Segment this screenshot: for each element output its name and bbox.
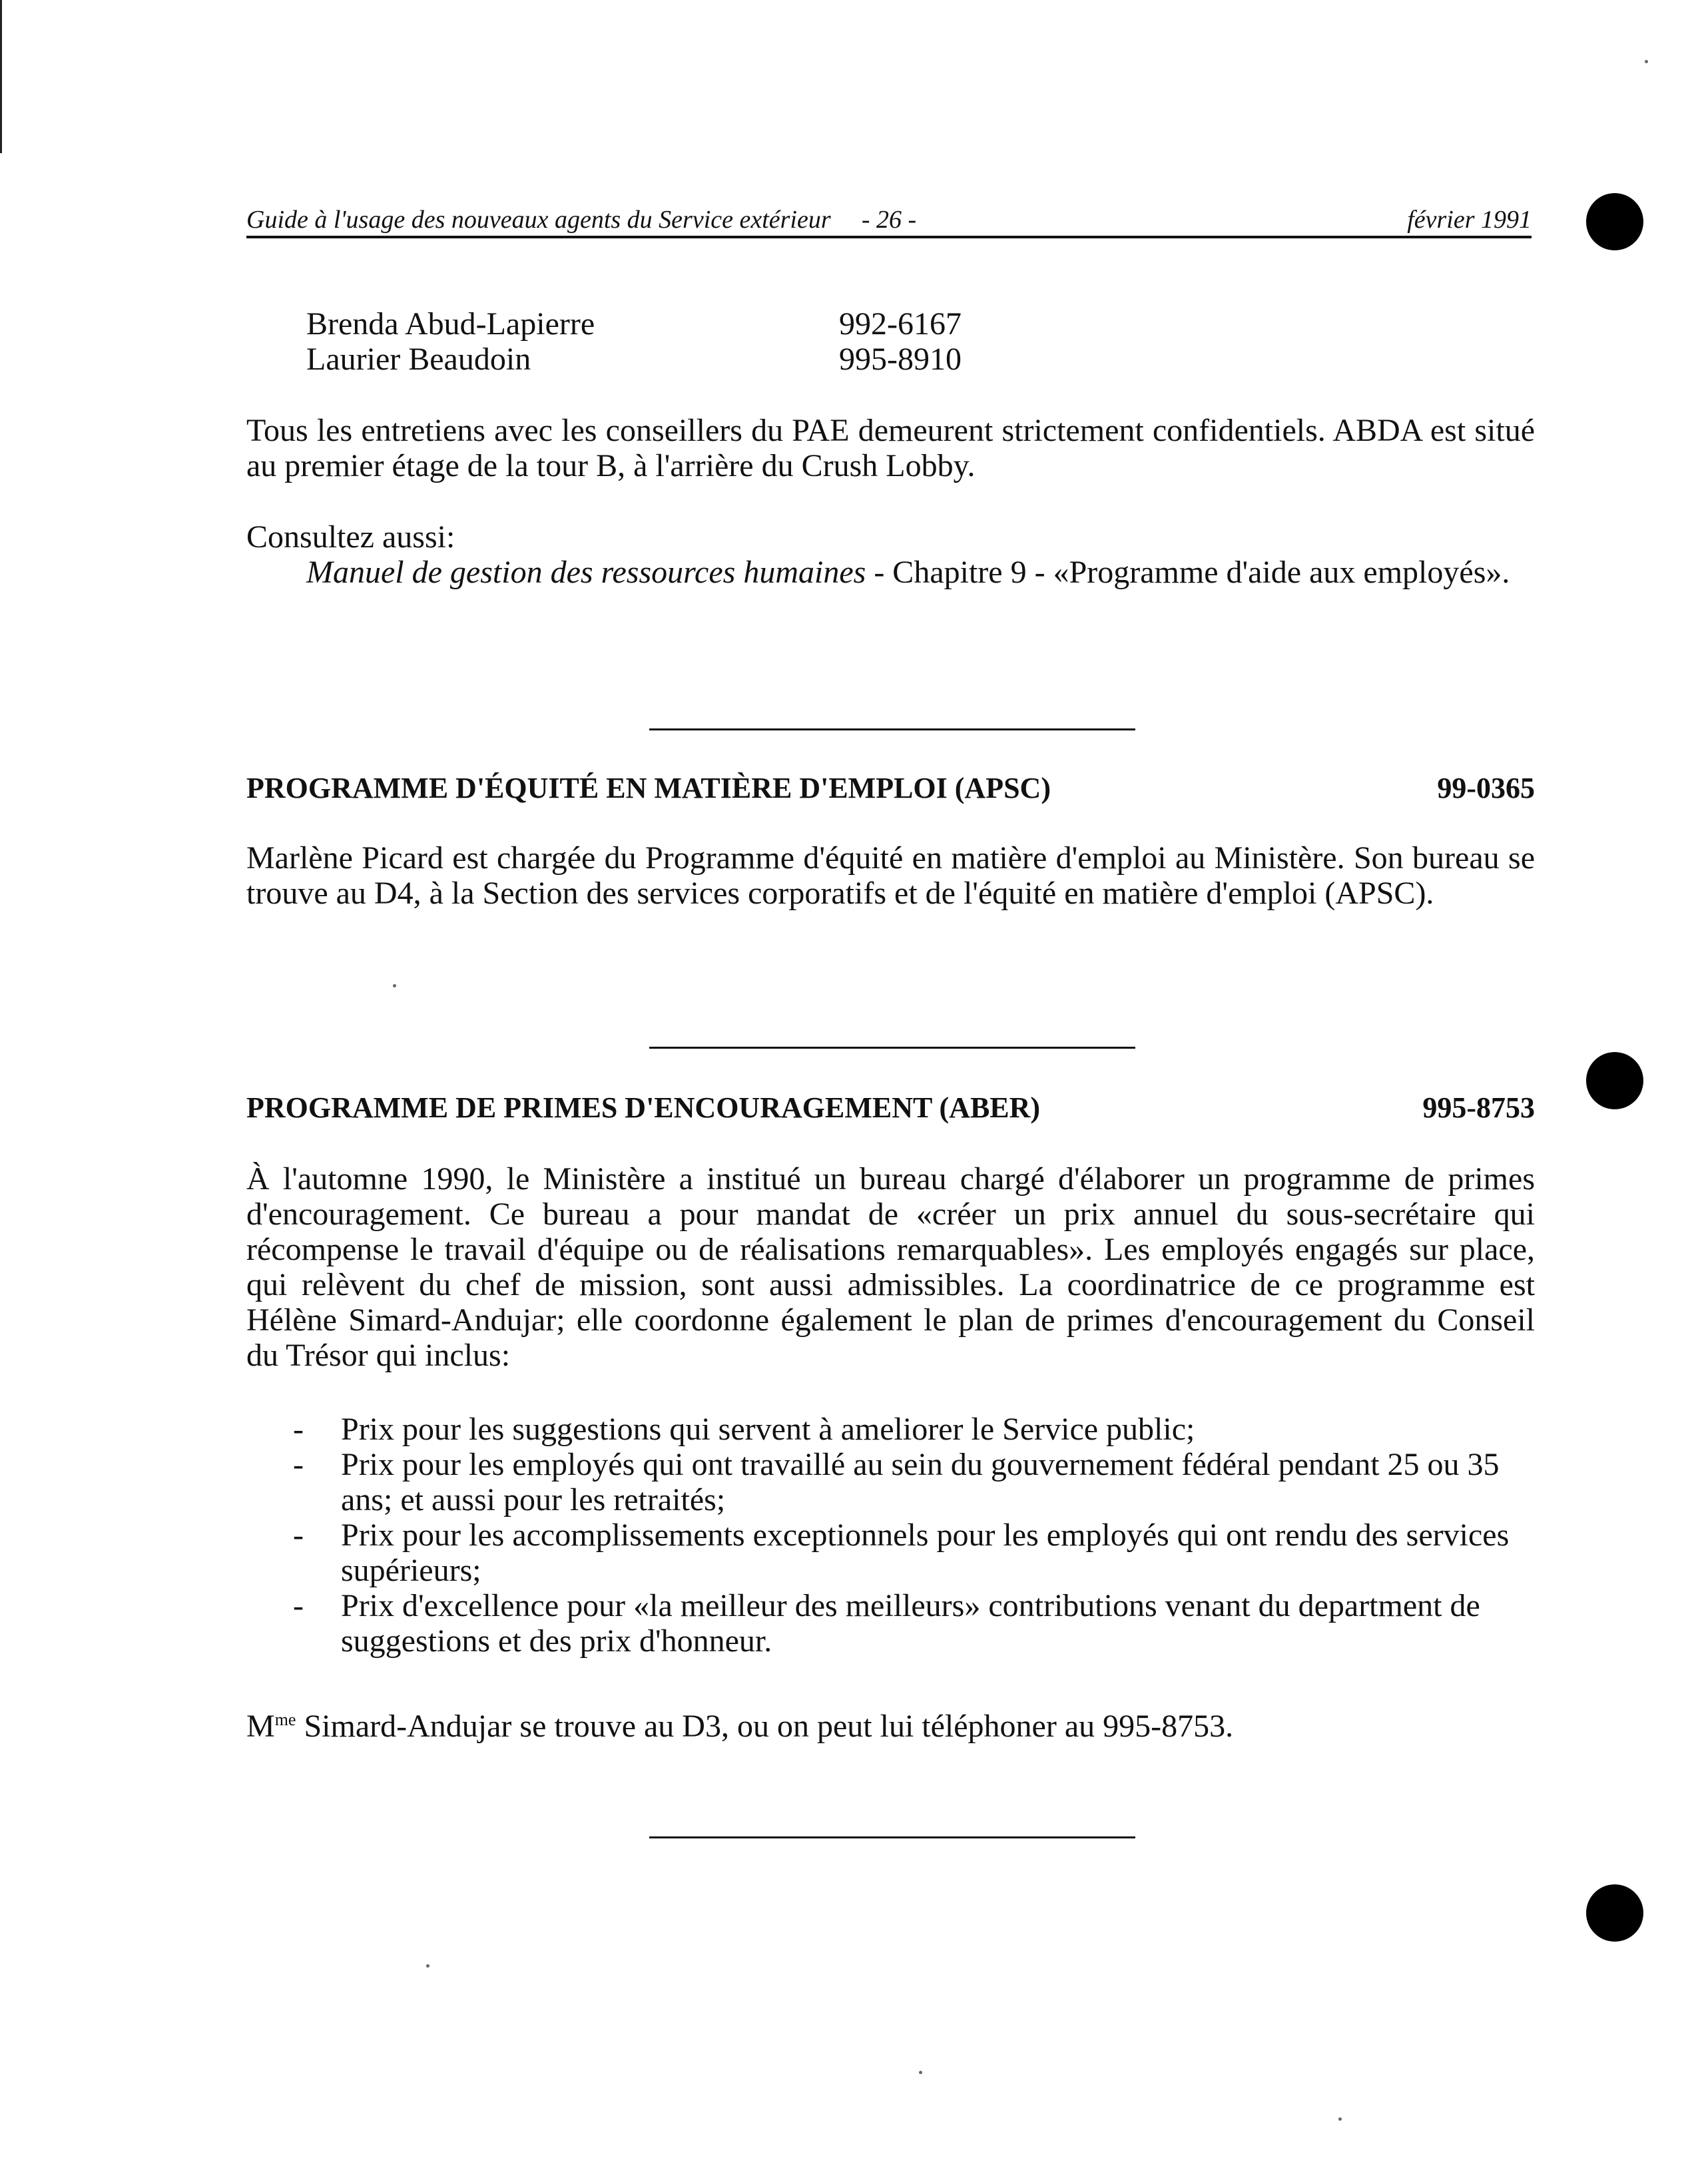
- section-phone: 995-8753: [1422, 1091, 1535, 1124]
- header-page-number: - 26 -: [861, 206, 917, 234]
- section-separator: [649, 1836, 1135, 1838]
- awards-list: [293, 1412, 1535, 1659]
- binder-hole-3: [1586, 1884, 1643, 1942]
- list-item-text: Prix pour les accomplissements exceptionnels pour les employés qui ont rendu des services supérieurs;: [341, 1517, 1510, 1588]
- section-separator: [649, 728, 1135, 730]
- scan-speck: [393, 984, 396, 987]
- bullet-dash: -: [293, 1517, 304, 1553]
- bullet-dash: -: [293, 1412, 304, 1447]
- list-item: [293, 1588, 1535, 1659]
- binder-hole-1: [1586, 193, 1643, 250]
- see-also-reference: [306, 555, 1535, 590]
- scan-speck: [426, 1964, 429, 1968]
- section-phone: 99-0365: [1437, 772, 1535, 804]
- awards-paragraph: À l'automne 1990, le Ministère a institué un bureau chargé d'élaborer un programme de primes d'encouragement. Ce bureau a pour mandat de «créer un prix annuel du sous-secrétaire qui récompense le travail d'équipe ou de réalisations remarquables». Les employés engagés sur place, qui relèvent du chef de mission, sont aussi admissibles. La coordinatrice de ce programme est Hélène Simard-Andujar; elle coordonne également le plan de primes d'encouragement du Conseil du Trésor qui inclus:: [246, 1161, 1535, 1373]
- reference-details: - Chapitre 9 - «Programme d'aide aux employés».: [866, 555, 1510, 590]
- title-superscript: me: [274, 1710, 296, 1729]
- closing-text: Simard-Andujar se trouve au D3, ou on peut lui téléphoner au 995-8753.: [296, 1709, 1234, 1744]
- bullet-dash: -: [293, 1447, 304, 1482]
- header-rule: [246, 236, 1532, 238]
- bullet-dash: -: [293, 1588, 304, 1623]
- scan-edge-mark: [0, 0, 2, 153]
- list-item: [293, 1517, 1535, 1588]
- header-title: Guide à l'usage des nouveaux agents du Service extérieur: [246, 206, 831, 234]
- awards-closing: [246, 1702, 1535, 1744]
- header-date: février 1991: [1407, 206, 1532, 234]
- reference-title: Manuel de gestion des ressources humaines: [306, 555, 866, 590]
- contact-phone: 992-6167: [839, 306, 962, 342]
- list-item-text: Prix d'excellence pour «la meilleur des meilleurs» contributions venant du department de suggestions et des prix d'honneur.: [341, 1588, 1480, 1659]
- section-heading-awards: [246, 1089, 1535, 1127]
- list-item: [293, 1447, 1535, 1517]
- section-separator: [649, 1047, 1135, 1049]
- scan-speck: [1645, 60, 1648, 63]
- contact-phone: 995-8910: [839, 342, 962, 377]
- section-heading-equity: [246, 770, 1535, 807]
- confidential-paragraph: Tous les entretiens avec les conseillers du PAE demeurent strictement confidentiels. ABDA est situé au premier étage de la tour B, à l'arrière du Crush Lobby.: [246, 413, 1535, 483]
- scan-speck: [1338, 2117, 1342, 2121]
- list-item: [293, 1412, 1535, 1447]
- list-item-text: Prix pour les employés qui ont travaillé au sein du gouvernement fédéral pendant 25 ou 35 ans; et aussi pour les retraités;: [341, 1447, 1500, 1517]
- see-also-label: Consultez aussi:: [246, 519, 455, 555]
- title-abbreviation: M: [246, 1709, 275, 1744]
- contact-row: [306, 306, 1105, 342]
- section-title: PROGRAMME D'ÉQUITÉ EN MATIÈRE D'EMPLOI (APSC): [246, 772, 1051, 804]
- equity-paragraph: Marlène Picard est chargée du Programme d'équité en matière d'emploi au Ministère. Son bureau se trouve au D4, à la Section des services corporatifs et de l'équité en matière d'emploi (APSC).: [246, 840, 1535, 911]
- section-title: PROGRAMME DE PRIMES D'ENCOURAGEMENT (ABER): [246, 1091, 1041, 1124]
- contact-name: Brenda Abud-Lapierre: [306, 306, 595, 342]
- list-item-text: Prix pour les suggestions qui servent à ameliorer le Service public;: [341, 1412, 1195, 1447]
- scan-speck: [919, 2071, 922, 2074]
- contact-row: [306, 342, 1105, 377]
- contact-name: Laurier Beaudoin: [306, 342, 531, 377]
- page-header: [246, 200, 1532, 237]
- binder-hole-2: [1586, 1052, 1643, 1109]
